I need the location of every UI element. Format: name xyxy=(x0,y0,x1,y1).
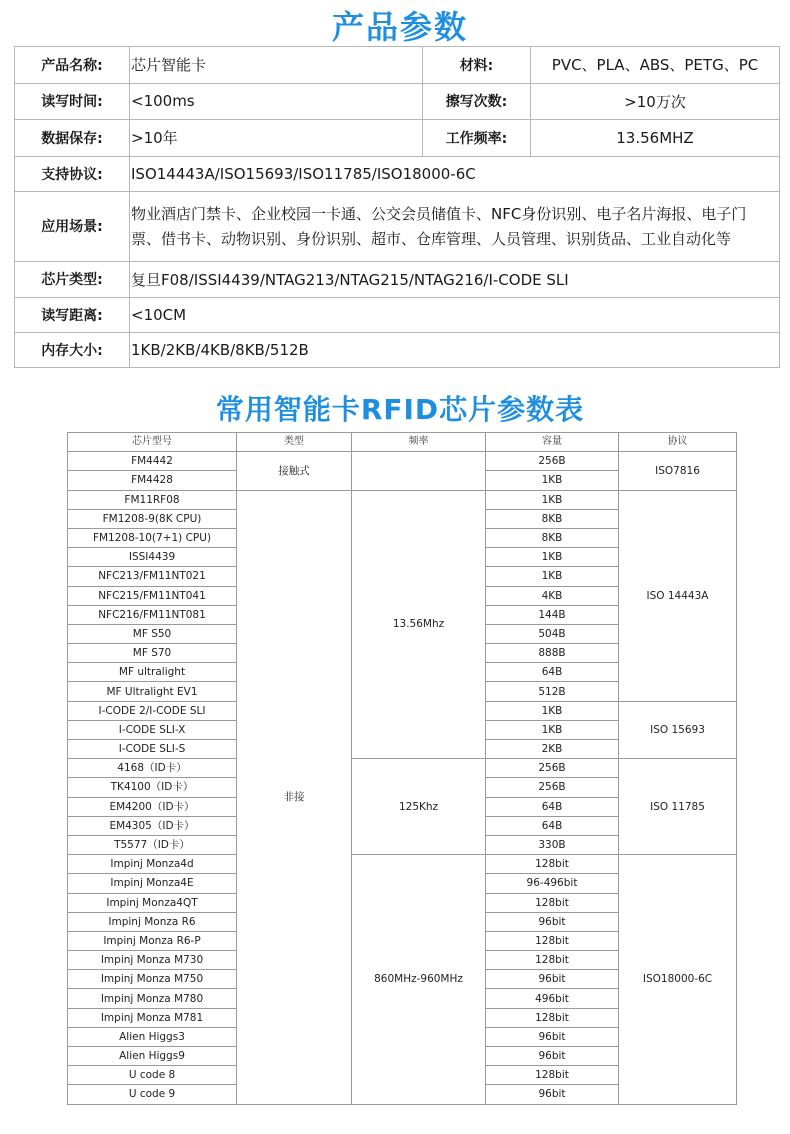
chip-model-cell: FM1208-10(7+1) CPU) xyxy=(68,528,237,547)
chip-capacity-cell: 1KB xyxy=(486,548,619,567)
chip-capacity-cell: 96bit xyxy=(486,1047,619,1066)
chip-model-cell: FM1208-9(8K CPU) xyxy=(68,509,237,528)
params-row xyxy=(15,120,780,157)
chip-capacity-cell: 64B xyxy=(486,797,619,816)
chip-model-cell: NFC216/FM11NT081 xyxy=(68,605,237,624)
section-title: 常用智能卡RFID芯片参数表 xyxy=(215,393,585,426)
param-label: 芯片类型: xyxy=(15,261,130,298)
column-header: 频率 xyxy=(352,433,486,452)
chip-capacity-cell: 1KB xyxy=(486,567,619,586)
chip-capacity-cell: 96bit xyxy=(486,1027,619,1046)
column-header: 芯片型号 xyxy=(68,433,237,452)
param-value: 复旦F08/ISSI4439/NTAG213/NTAG215/NTAG216/I-CODE SLI xyxy=(130,261,780,298)
param-value: <10CM xyxy=(130,298,780,333)
chip-frequency-cell: 125Khz xyxy=(352,759,486,855)
chip-model-cell: Impinj Monza R6 xyxy=(68,912,237,931)
param-label: 擦写次数: xyxy=(423,83,531,120)
param-value: >10万次 xyxy=(531,83,780,120)
column-header: 协议 xyxy=(619,433,737,452)
chip-capacity-cell: 2KB xyxy=(486,740,619,759)
chip-type-cell: 非接 xyxy=(237,490,352,1104)
chip-capacity-cell: 496bit xyxy=(486,989,619,1008)
chip-model-cell: NFC213/FM11NT021 xyxy=(68,567,237,586)
chip-model-cell: Impinj Monza4QT xyxy=(68,893,237,912)
chip-capacity-cell: 1KB xyxy=(486,720,619,739)
params-row xyxy=(15,298,780,333)
params-row xyxy=(15,333,780,368)
chip-protocol-cell: ISO 14443A xyxy=(619,490,737,701)
rfid-chip-table xyxy=(67,432,737,1105)
chip-capacity-cell: 128bit xyxy=(486,1066,619,1085)
chip-model-cell: Impinj Monza4d xyxy=(68,855,237,874)
chip-capacity-cell: 888B xyxy=(486,644,619,663)
table-row xyxy=(68,490,737,509)
param-label: 内存大小: xyxy=(15,333,130,368)
param-label: 材料: xyxy=(423,47,531,84)
param-value xyxy=(130,191,780,261)
chip-model-cell: EM4200（ID卡） xyxy=(68,797,237,816)
param-value: <100ms xyxy=(130,83,423,120)
param-value: ISO14443A/ISO15693/ISO11785/ISO18000-6C xyxy=(130,156,780,191)
chip-capacity-cell: 96bit xyxy=(486,912,619,931)
chip-model-cell: MF S70 xyxy=(68,644,237,663)
table-row xyxy=(68,452,737,471)
chip-model-cell: Impinj Monza M781 xyxy=(68,1008,237,1027)
chip-model-cell: FM4428 xyxy=(68,471,237,490)
chip-type-cell: 接触式 xyxy=(237,452,352,490)
chip-model-cell: TK4100（ID卡） xyxy=(68,778,237,797)
chip-frequency-cell: 860MHz-960MHz xyxy=(352,855,486,1104)
param-label: 读写距离: xyxy=(15,298,130,333)
chip-capacity-cell: 1KB xyxy=(486,471,619,490)
chip-model-cell: NFC215/FM11NT041 xyxy=(68,586,237,605)
chip-model-cell: Impinj Monza4E xyxy=(68,874,237,893)
chip-capacity-cell: 8KB xyxy=(486,509,619,528)
chip-capacity-cell: 144B xyxy=(486,605,619,624)
chip-model-cell: Impinj Monza M750 xyxy=(68,970,237,989)
chip-capacity-cell: 8KB xyxy=(486,528,619,547)
param-label: 应用场景: xyxy=(15,191,130,261)
param-value: 芯片智能卡 xyxy=(130,47,423,84)
chip-frequency-cell xyxy=(352,452,486,490)
param-value: 13.56MHZ xyxy=(531,120,780,157)
app-line-1: 物业酒店门禁卡、企业校园一卡通、公交会员储值卡、NFC身份识别、电子名片海报、电子门 xyxy=(131,205,747,224)
param-label: 数据保存: xyxy=(15,120,130,157)
chip-capacity-cell: 256B xyxy=(486,759,619,778)
param-label: 支持协议: xyxy=(15,156,130,191)
param-value: PVC、PLA、ABS、PETG、PC xyxy=(531,47,780,84)
chip-model-cell: Impinj Monza R6-P xyxy=(68,931,237,950)
params-row xyxy=(15,261,780,298)
chip-model-cell: T5577（ID卡） xyxy=(68,835,237,854)
param-label: 工作频率: xyxy=(423,120,531,157)
chip-capacity-cell: 64B xyxy=(486,816,619,835)
params-row xyxy=(15,47,780,84)
chip-capacity-cell: 4KB xyxy=(486,586,619,605)
chip-capacity-cell: 96bit xyxy=(486,1085,619,1104)
chip-capacity-cell: 504B xyxy=(486,624,619,643)
chip-model-cell: I-CODE SLI-X xyxy=(68,720,237,739)
page-title: 产品参数 xyxy=(331,8,468,46)
chip-model-cell: EM4305（ID卡） xyxy=(68,816,237,835)
chip-capacity-cell: 256B xyxy=(486,778,619,797)
table-header xyxy=(68,433,737,452)
chip-model-cell: FM11RF08 xyxy=(68,490,237,509)
chip-protocol-cell: ISO7816 xyxy=(619,452,737,490)
chip-model-cell: ISSI4439 xyxy=(68,548,237,567)
chip-model-cell: MF S50 xyxy=(68,624,237,643)
chip-capacity-cell: 330B xyxy=(486,835,619,854)
chip-protocol-cell: ISO 15693 xyxy=(619,701,737,759)
params-row xyxy=(15,156,780,191)
chip-capacity-cell: 1KB xyxy=(486,701,619,720)
chip-capacity-cell: 256B xyxy=(486,452,619,471)
chip-capacity-cell: 128bit xyxy=(486,855,619,874)
chip-capacity-cell: 128bit xyxy=(486,1008,619,1027)
chip-model-cell: U code 9 xyxy=(68,1085,237,1104)
chip-capacity-cell: 128bit xyxy=(486,931,619,950)
app-line-2: 票、借书卡、动物识别、身份识别、超市、仓库管理、人员管理、识别货品、工业自动化等 xyxy=(131,230,732,249)
chip-capacity-cell: 512B xyxy=(486,682,619,701)
chip-capacity-cell: 1KB xyxy=(486,490,619,509)
param-label: 产品名称: xyxy=(15,47,130,84)
table-row xyxy=(68,759,737,778)
chip-model-cell: 4168（ID卡） xyxy=(68,759,237,778)
chip-model-cell: Alien Higgs3 xyxy=(68,1027,237,1046)
chip-protocol-cell: ISO 11785 xyxy=(619,759,737,855)
chip-capacity-cell: 128bit xyxy=(486,951,619,970)
param-value: 1KB/2KB/4KB/8KB/512B xyxy=(130,333,780,368)
chip-model-cell: Alien Higgs9 xyxy=(68,1047,237,1066)
chip-capacity-cell: 128bit xyxy=(486,893,619,912)
chip-capacity-cell: 96-496bit xyxy=(486,874,619,893)
chip-protocol-cell: ISO18000-6C xyxy=(619,855,737,1104)
table-row xyxy=(68,855,737,874)
chip-model-cell: MF ultralight xyxy=(68,663,237,682)
product-params-table xyxy=(14,46,780,368)
param-value: >10年 xyxy=(130,120,423,157)
chip-model-cell: I-CODE 2/I-CODE SLI xyxy=(68,701,237,720)
chip-capacity-cell: 96bit xyxy=(486,970,619,989)
param-label: 读写时间: xyxy=(15,83,130,120)
chip-model-cell: U code 8 xyxy=(68,1066,237,1085)
chip-frequency-cell: 13.56Mhz xyxy=(352,490,486,759)
params-row xyxy=(15,191,780,261)
column-header: 容量 xyxy=(486,433,619,452)
chip-model-cell: Impinj Monza M730 xyxy=(68,951,237,970)
chip-model-cell: MF Ultralight EV1 xyxy=(68,682,237,701)
chip-model-cell: I-CODE SLI-S xyxy=(68,740,237,759)
chip-capacity-cell: 64B xyxy=(486,663,619,682)
params-row xyxy=(15,83,780,120)
chip-model-cell: Impinj Monza M780 xyxy=(68,989,237,1008)
chip-model-cell: FM4442 xyxy=(68,452,237,471)
column-header: 类型 xyxy=(237,433,352,452)
